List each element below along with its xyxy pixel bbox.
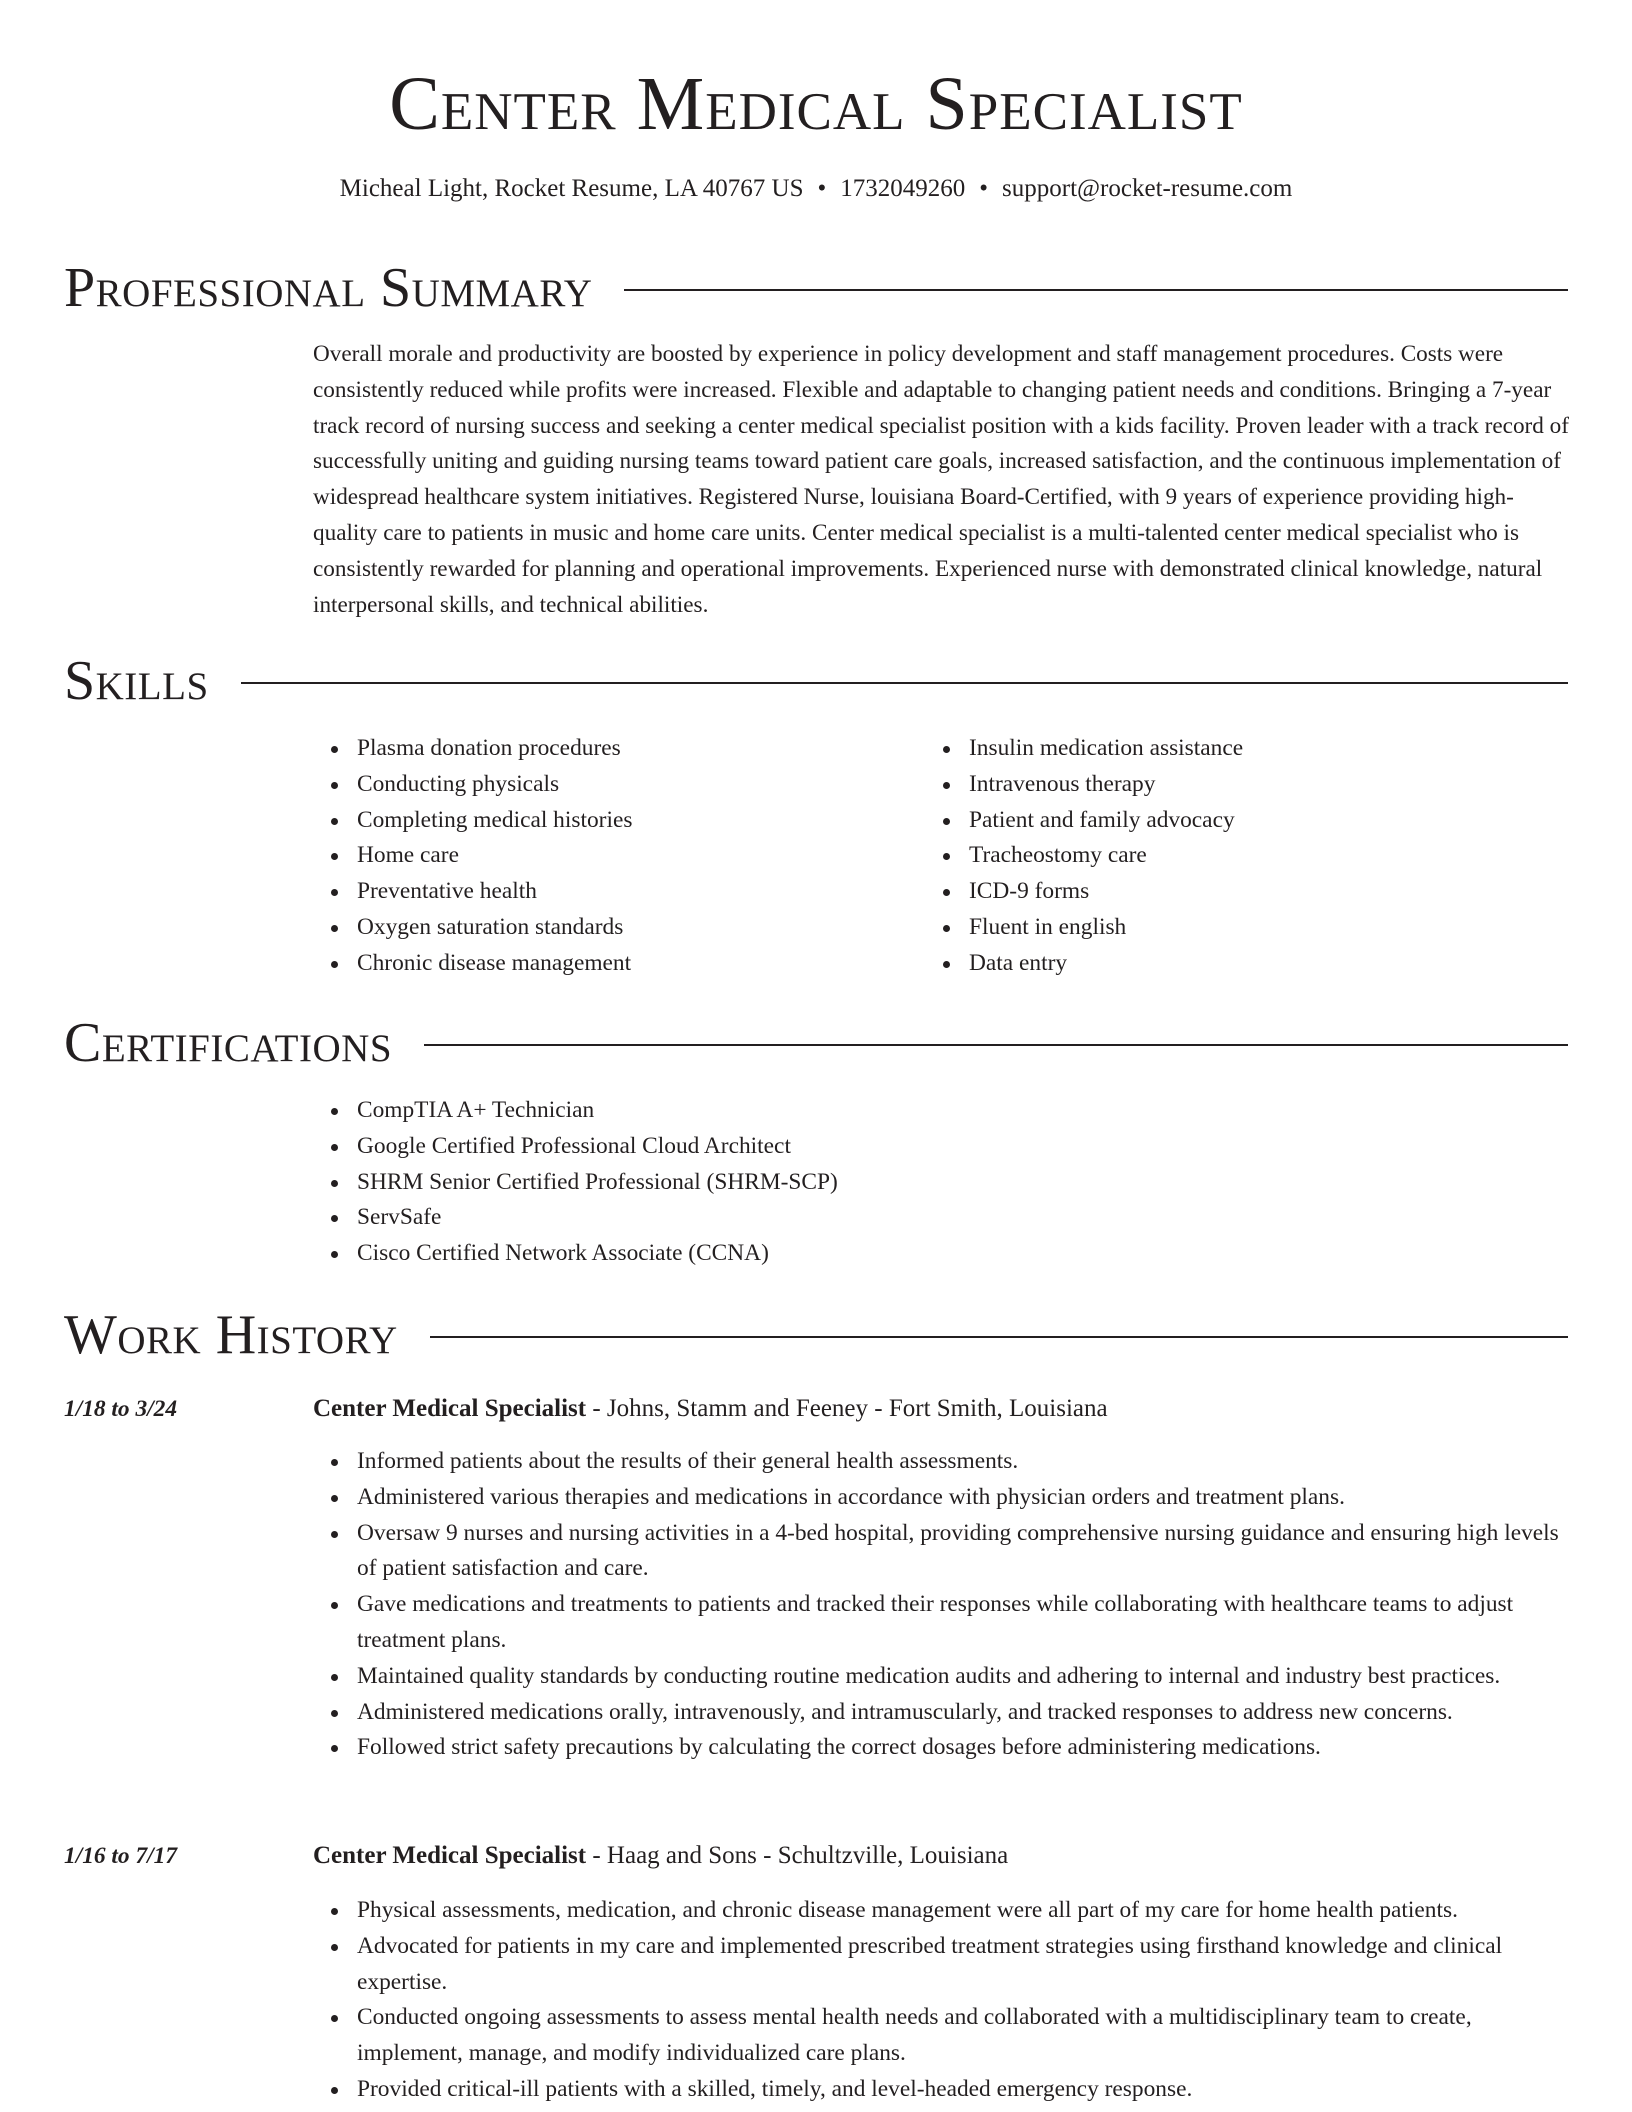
- job-duty-item: Physical assessments, medication, and chronic disease management were all part of my care for home health patients.: [357, 1893, 1575, 1929]
- job-company: - Johns, Stamm and Feeney - Fort Smith, Louisiana: [586, 1395, 1108, 1422]
- skill-item: Tracheostomy care: [969, 838, 1505, 874]
- section-header-certifications: [64, 1011, 1568, 1075]
- certification-item: Cisco Certified Network Associate (CCNA): [357, 1236, 1513, 1272]
- job-duty-item: Gave medications and treatments to patients and tracked their responses while collaborating with healthcare teams to adjust treatment plans.: [357, 1587, 1575, 1659]
- job-role: Center Medical Specialist: [313, 1842, 587, 1869]
- job-duty-item: Provided critical-ill patients with a skilled, timely, and level-headed emergency response.: [357, 2072, 1575, 2108]
- contact-separator: •: [817, 175, 827, 202]
- job-heading: [313, 1839, 1008, 1873]
- contact-email: support@rocket-resume.com: [1002, 175, 1293, 202]
- section-title-skills: Skills: [64, 650, 209, 712]
- section-divider: [624, 289, 1568, 291]
- contact-separator: •: [979, 175, 989, 202]
- skills-column-left: [313, 731, 893, 982]
- job-duty-item: Conducted ongoing assessments to assess mental health needs and collaborated with a multidisciplinary team to create, implement, manage, and modify individualized care plans.: [357, 2000, 1575, 2072]
- job-duties-list: [313, 1893, 1575, 2108]
- skill-item: Intravenous therapy: [969, 767, 1505, 803]
- skill-item: Home care: [357, 838, 893, 874]
- skill-item: Patient and family advocacy: [969, 803, 1505, 839]
- summary-text: Overall morale and productivity are boosted by experience in policy development and staff management procedures. Costs were consistently reduced while profits were increased. Flexible and adaptable to changing patient needs and conditions. Bringing a 7-year track record of nursing success and seeking a center medical specialist position with a kids facility. Proven leader with a track record of successfully uniting and guiding nursing teams toward patient care goals, increased satisfaction, and the continuous implementation of widespread healthcare system initiatives. Registered Nurse, louisiana Board-Certified, with 9 years of experience providing high-quality care to patients in music and home care units. Center medical specialist is a multi-talented center medical specialist who is consistently rewarded for planning and operational improvements. Experienced nurse with demonstrated clinical knowledge, natural interpersonal skills, and technical abilities.: [313, 341, 1569, 618]
- job-heading: [313, 1392, 1108, 1426]
- skill-item: Conducting physicals: [357, 767, 893, 803]
- skills-list-right: [925, 731, 1505, 982]
- section-header-work-history: [64, 1303, 1568, 1367]
- section-divider: [430, 1336, 1568, 1338]
- contact-line: [0, 172, 1632, 206]
- skill-item: Plasma donation procedures: [357, 731, 893, 767]
- section-title-work-history: Work History: [64, 1304, 398, 1366]
- job-role: Center Medical Specialist: [313, 1395, 587, 1422]
- section-divider: [424, 1044, 1568, 1046]
- job-duty-item: Oversaw 9 nurses and nursing activities in a 4-bed hospital, providing comprehensive nursing guidance and ensuring high levels of patient satisfaction and care.: [357, 1516, 1575, 1588]
- certification-item: SHRM Senior Certified Professional (SHRM-SCP): [357, 1165, 1513, 1201]
- job-duty-item: Advocated for patients in my care and implemented prescribed treatment strategies using firsthand knowledge and clinical expertise.: [357, 1929, 1575, 2001]
- skill-item: Oxygen saturation standards: [357, 910, 893, 946]
- job-duty-item: Administered various therapies and medications in accordance with physician orders and treatment plans.: [357, 1480, 1575, 1516]
- resume-title: Center Medical Specialist: [389, 62, 1243, 146]
- skills-list-left: [313, 731, 893, 982]
- contact-address: Micheal Light, Rocket Resume, LA 40767 US: [339, 175, 804, 202]
- job-duty-item: Followed strict safety precautions by calculating the correct dosages before administering medications.: [357, 1730, 1575, 1766]
- certification-item: CompTIA A+ Technician: [357, 1093, 1513, 1129]
- skill-item: Chronic disease management: [357, 946, 893, 982]
- certification-item: ServSafe: [357, 1200, 1513, 1236]
- certifications-list: [313, 1093, 1513, 1272]
- skill-item: Data entry: [969, 946, 1505, 982]
- job-dates: 1/18 to 3/24: [64, 1396, 178, 1422]
- job-duties-list: [313, 1444, 1575, 1766]
- contact-phone: 1732049260: [840, 175, 966, 202]
- skill-item: Completing medical histories: [357, 803, 893, 839]
- skill-item: ICD-9 forms: [969, 874, 1505, 910]
- skill-item: Insulin medication assistance: [969, 731, 1505, 767]
- certification-item: Google Certified Professional Cloud Architect: [357, 1129, 1513, 1165]
- section-header-summary: [64, 256, 1568, 320]
- job-duties: [313, 1444, 1575, 1766]
- section-title-certifications: Certifications: [64, 1012, 393, 1074]
- section-header-skills: [64, 649, 1568, 713]
- skill-item: Preventative health: [357, 874, 893, 910]
- job-dates: 1/16 to 7/17: [64, 1843, 178, 1869]
- job-duty-item: Administered medications orally, intravenously, and intramuscularly, and tracked responses to address new concerns.: [357, 1695, 1575, 1731]
- section-divider: [241, 682, 1568, 684]
- certifications-block: [313, 1093, 1513, 1272]
- job-company: - Haag and Sons - Schultzville, Louisiana: [586, 1842, 1009, 1869]
- skills-column-right: [925, 731, 1505, 982]
- skill-item: Fluent in english: [969, 910, 1505, 946]
- job-duty-item: Informed patients about the results of their general health assessments.: [357, 1444, 1575, 1480]
- section-title-summary: Professional Summary: [64, 257, 593, 319]
- job-duty-item: Maintained quality standards by conducting routine medication audits and adhering to internal and industry best practices.: [357, 1659, 1575, 1695]
- job-duties: [313, 1893, 1575, 2108]
